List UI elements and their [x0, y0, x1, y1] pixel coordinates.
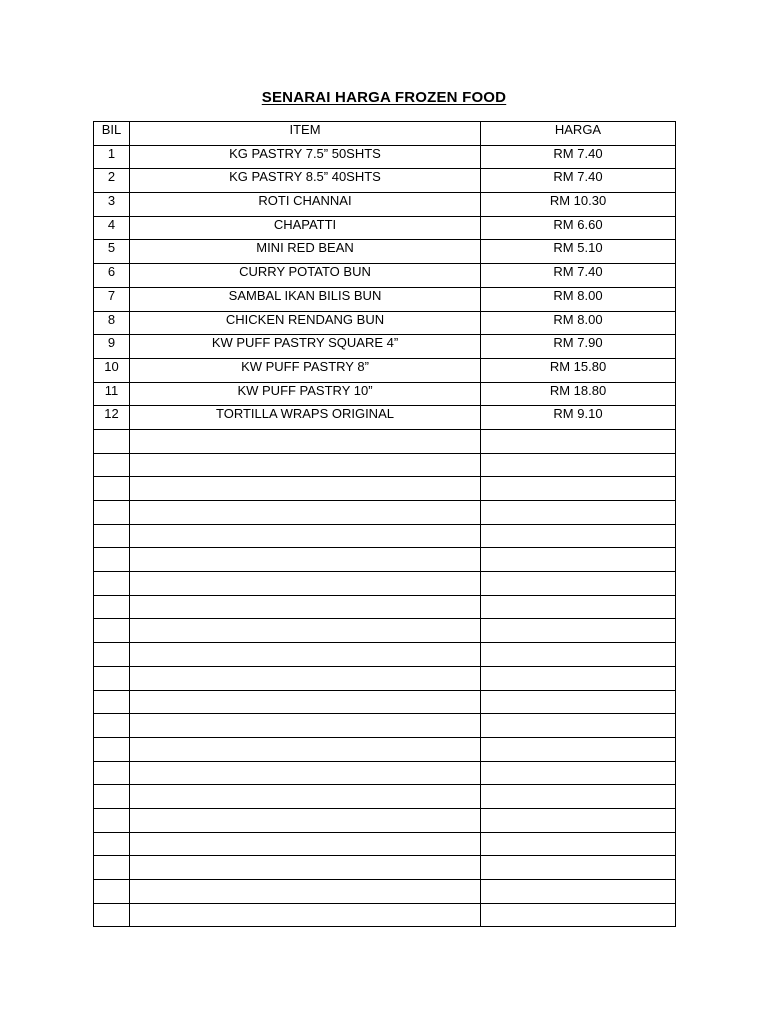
cell-bil: [94, 832, 130, 856]
cell-item: [130, 856, 481, 880]
cell-item: CHICKEN RENDANG BUN: [130, 311, 481, 335]
table-body: [94, 145, 676, 927]
cell-item: [130, 572, 481, 596]
cell-item: [130, 666, 481, 690]
cell-bil: [94, 643, 130, 667]
page-title: SENARAI HARGA FROZEN FOOD: [261, 89, 507, 106]
cell-bil: [94, 572, 130, 596]
empty-table-row: [94, 619, 676, 643]
cell-bil: [94, 619, 130, 643]
cell-bil: [94, 690, 130, 714]
empty-table-row: [94, 501, 676, 525]
cell-item: CURRY POTATO BUN: [130, 264, 481, 288]
empty-table-row: [94, 524, 676, 548]
cell-bil: [94, 595, 130, 619]
cell-harga: RM 7.90: [481, 335, 676, 359]
table-row: [94, 382, 676, 406]
cell-harga: [481, 619, 676, 643]
price-table: [93, 121, 676, 927]
cell-harga: RM 15.80: [481, 358, 676, 382]
cell-item: KW PUFF PASTRY SQUARE 4”: [130, 335, 481, 359]
cell-item: [130, 714, 481, 738]
cell-bil: [94, 548, 130, 572]
cell-bil: [94, 785, 130, 809]
cell-harga: RM 7.40: [481, 145, 676, 169]
cell-item: ROTI CHANNAI: [130, 193, 481, 217]
empty-table-row: [94, 572, 676, 596]
cell-item: [130, 761, 481, 785]
table-row: [94, 335, 676, 359]
cell-item: KG PASTRY 7.5” 50SHTS: [130, 145, 481, 169]
empty-table-row: [94, 429, 676, 453]
cell-item: [130, 429, 481, 453]
cell-harga: RM 7.40: [481, 169, 676, 193]
cell-harga: RM 18.80: [481, 382, 676, 406]
cell-item: [130, 808, 481, 832]
cell-bil: 10: [94, 358, 130, 382]
cell-bil: 9: [94, 335, 130, 359]
empty-table-row: [94, 903, 676, 927]
cell-harga: [481, 761, 676, 785]
table-row: [94, 358, 676, 382]
cell-item: [130, 737, 481, 761]
cell-harga: [481, 572, 676, 596]
empty-table-row: [94, 477, 676, 501]
cell-item: KW PUFF PASTRY 10”: [130, 382, 481, 406]
empty-table-row: [94, 453, 676, 477]
empty-table-row: [94, 690, 676, 714]
cell-item: [130, 643, 481, 667]
cell-bil: [94, 737, 130, 761]
cell-harga: [481, 690, 676, 714]
cell-harga: [481, 808, 676, 832]
cell-item: KW PUFF PASTRY 8”: [130, 358, 481, 382]
empty-table-row: [94, 856, 676, 880]
table-row: [94, 216, 676, 240]
cell-harga: [481, 548, 676, 572]
cell-harga: [481, 595, 676, 619]
empty-table-row: [94, 643, 676, 667]
cell-item: [130, 903, 481, 927]
table-header-row: [94, 122, 676, 146]
cell-bil: [94, 666, 130, 690]
cell-item: [130, 785, 481, 809]
cell-harga: [481, 429, 676, 453]
cell-harga: [481, 524, 676, 548]
cell-item: [130, 690, 481, 714]
cell-harga: [481, 880, 676, 904]
table-row: [94, 287, 676, 311]
cell-bil: [94, 453, 130, 477]
cell-harga: RM 5.10: [481, 240, 676, 264]
cell-bil: [94, 429, 130, 453]
cell-item: [130, 832, 481, 856]
cell-bil: [94, 761, 130, 785]
cell-harga: [481, 666, 676, 690]
cell-bil: 12: [94, 406, 130, 430]
empty-table-row: [94, 595, 676, 619]
cell-harga: RM 9.10: [481, 406, 676, 430]
cell-item: [130, 453, 481, 477]
cell-harga: [481, 643, 676, 667]
cell-harga: [481, 785, 676, 809]
empty-table-row: [94, 785, 676, 809]
cell-item: KG PASTRY 8.5” 40SHTS: [130, 169, 481, 193]
cell-harga: [481, 856, 676, 880]
cell-bil: 8: [94, 311, 130, 335]
cell-bil: [94, 477, 130, 501]
empty-table-row: [94, 737, 676, 761]
cell-bil: 6: [94, 264, 130, 288]
cell-harga: RM 7.40: [481, 264, 676, 288]
cell-bil: 7: [94, 287, 130, 311]
cell-bil: [94, 880, 130, 904]
table-row: [94, 169, 676, 193]
table-row: [94, 145, 676, 169]
cell-harga: [481, 737, 676, 761]
cell-bil: 1: [94, 145, 130, 169]
table-row: [94, 240, 676, 264]
column-header-item: ITEM: [130, 122, 481, 146]
cell-harga: RM 8.00: [481, 311, 676, 335]
empty-table-row: [94, 666, 676, 690]
cell-bil: [94, 501, 130, 525]
cell-bil: [94, 903, 130, 927]
cell-bil: [94, 856, 130, 880]
cell-bil: 11: [94, 382, 130, 406]
cell-item: [130, 548, 481, 572]
cell-harga: [481, 903, 676, 927]
cell-item: [130, 477, 481, 501]
empty-table-row: [94, 808, 676, 832]
cell-harga: [481, 714, 676, 738]
empty-table-row: [94, 761, 676, 785]
cell-harga: RM 8.00: [481, 287, 676, 311]
cell-bil: [94, 808, 130, 832]
cell-harga: RM 10.30: [481, 193, 676, 217]
cell-item: [130, 595, 481, 619]
table-row: [94, 193, 676, 217]
cell-harga: [481, 477, 676, 501]
cell-bil: 3: [94, 193, 130, 217]
cell-item: SAMBAL IKAN BILIS BUN: [130, 287, 481, 311]
cell-bil: 4: [94, 216, 130, 240]
cell-bil: 5: [94, 240, 130, 264]
table-row: [94, 264, 676, 288]
table-row: [94, 406, 676, 430]
cell-harga: [481, 832, 676, 856]
cell-item: TORTILLA WRAPS ORIGINAL: [130, 406, 481, 430]
cell-item: MINI RED BEAN: [130, 240, 481, 264]
empty-table-row: [94, 880, 676, 904]
empty-table-row: [94, 548, 676, 572]
column-header-harga: HARGA: [481, 122, 676, 146]
cell-harga: [481, 501, 676, 525]
cell-item: [130, 501, 481, 525]
cell-bil: [94, 714, 130, 738]
cell-item: CHAPATTI: [130, 216, 481, 240]
cell-bil: [94, 524, 130, 548]
cell-item: [130, 524, 481, 548]
cell-harga: [481, 453, 676, 477]
cell-harga: RM 6.60: [481, 216, 676, 240]
table-row: [94, 311, 676, 335]
cell-item: [130, 619, 481, 643]
cell-bil: 2: [94, 169, 130, 193]
empty-table-row: [94, 714, 676, 738]
empty-table-row: [94, 832, 676, 856]
cell-item: [130, 880, 481, 904]
column-header-bil: BIL: [94, 122, 130, 146]
